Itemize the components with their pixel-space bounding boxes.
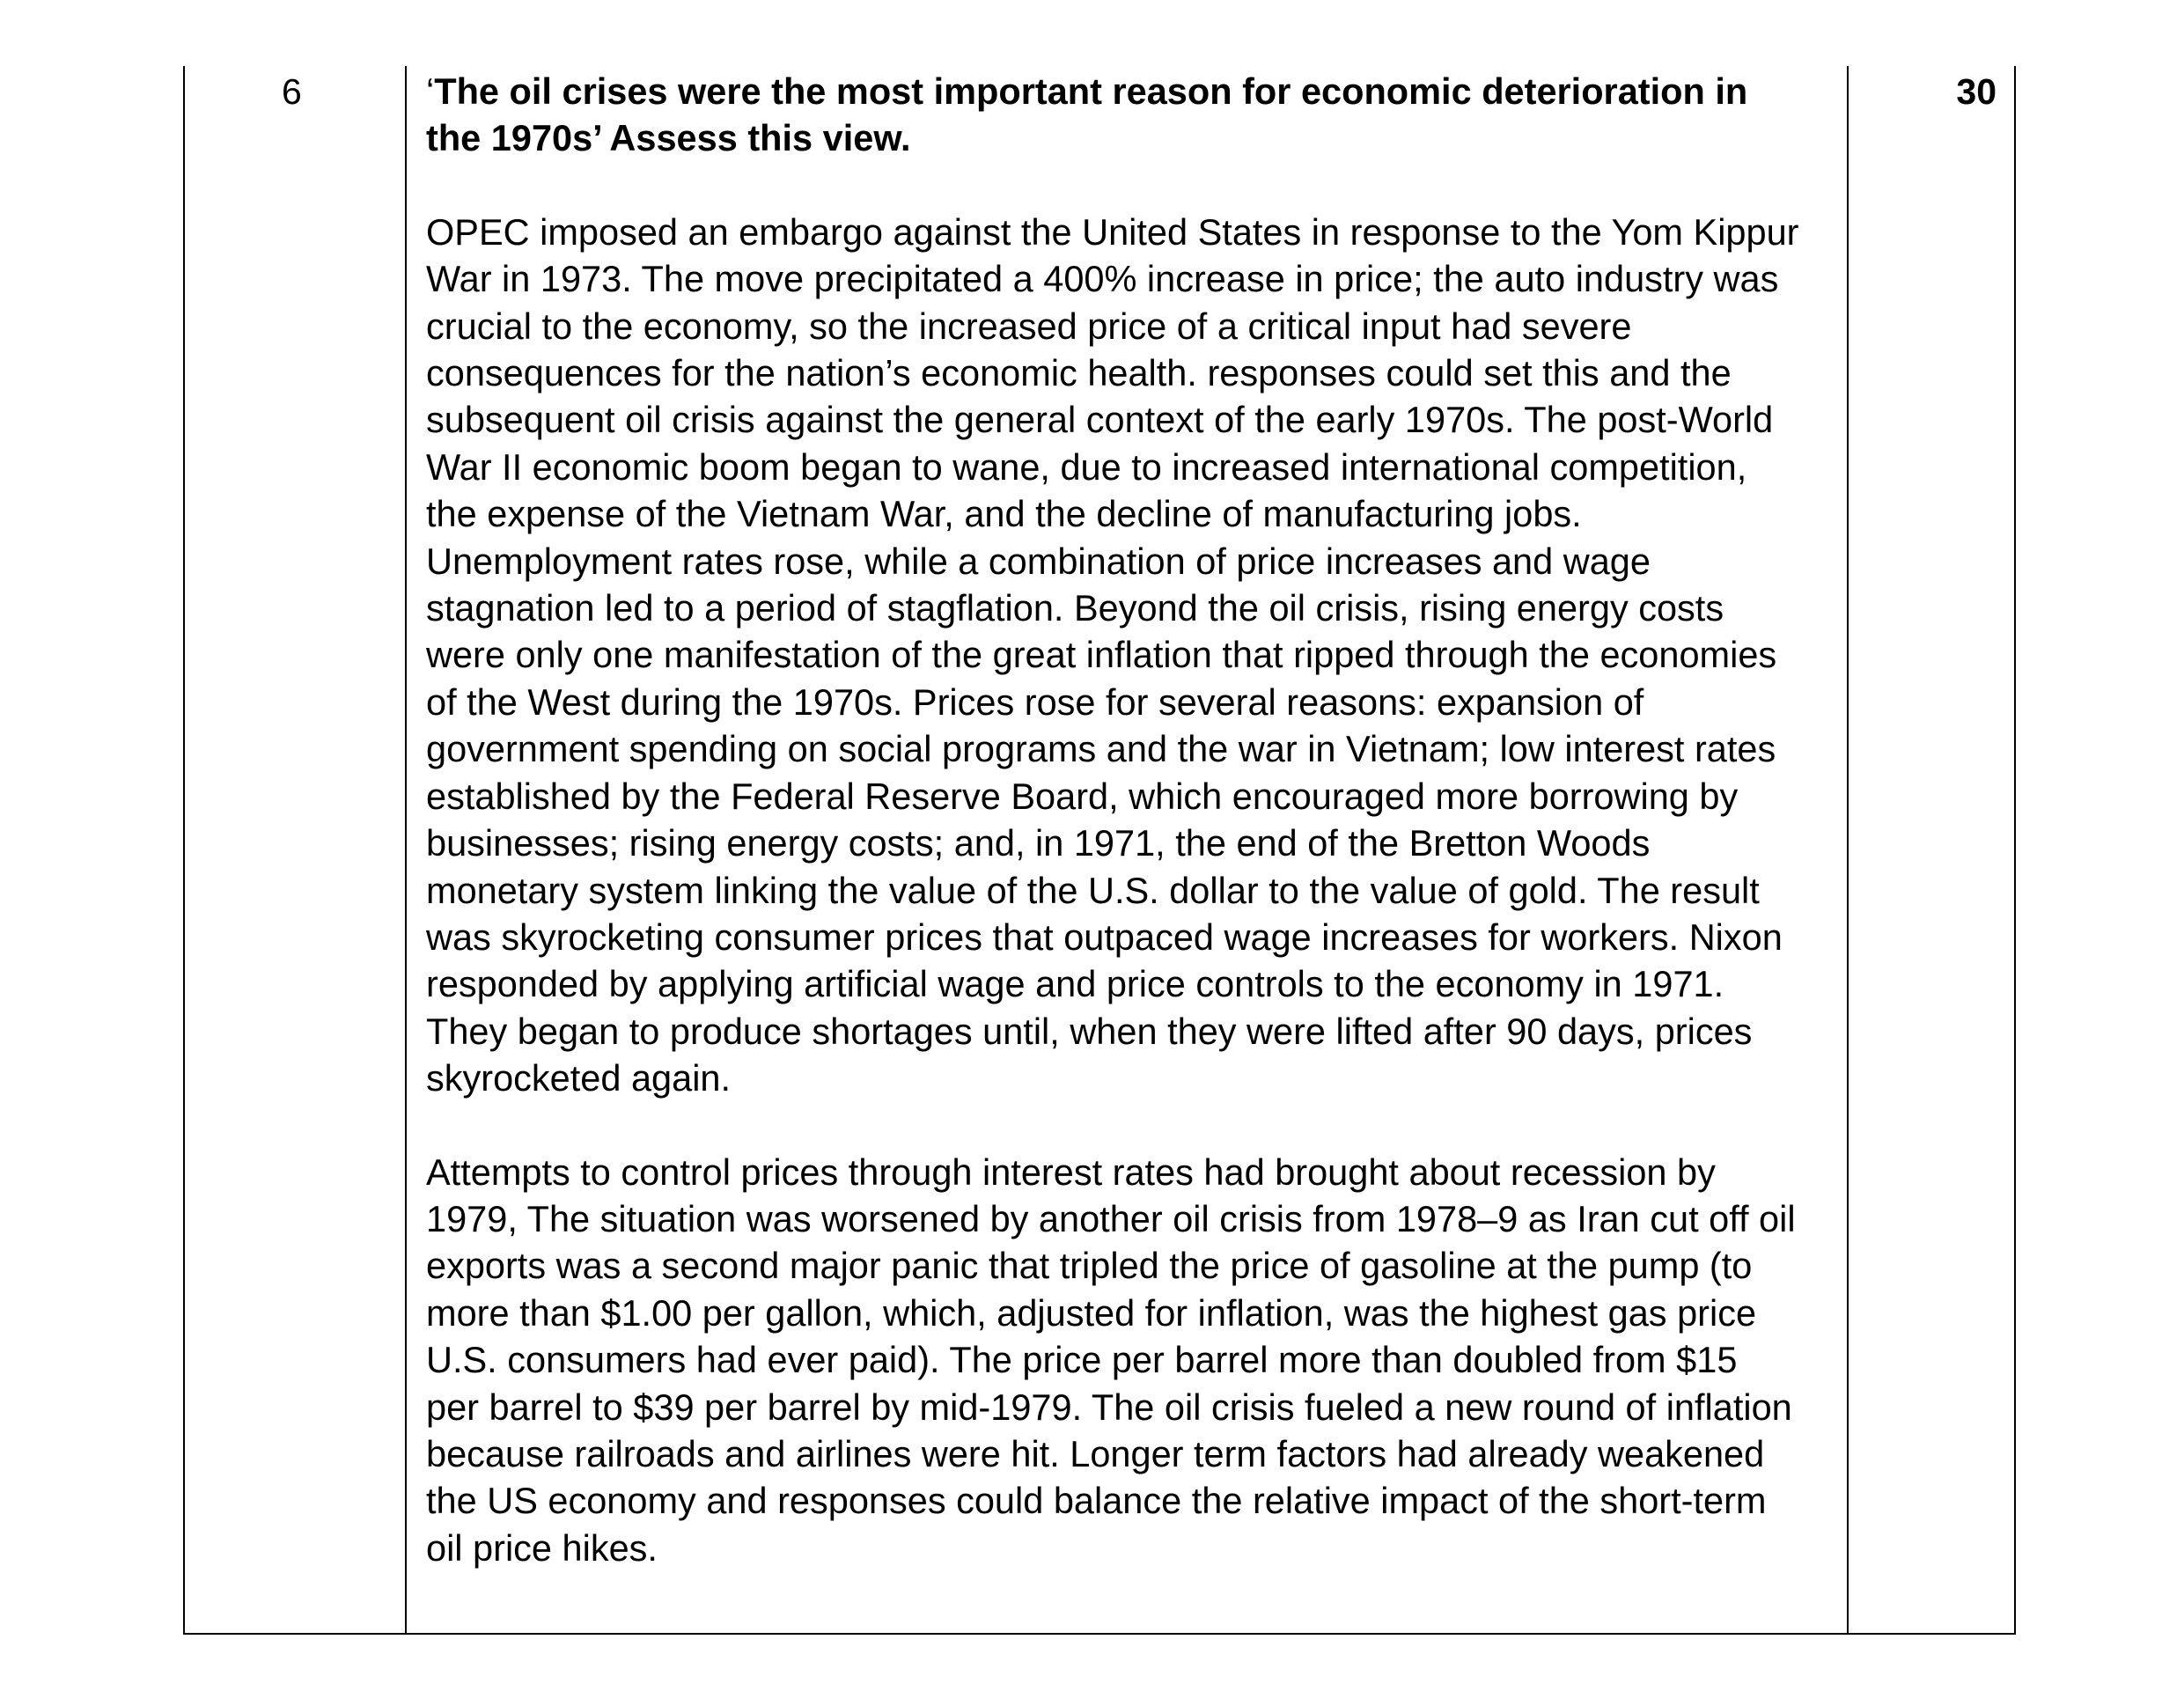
prompt-text: The oil crises were the most important reason for economic deterioration in the 1970s’ Assess this view. xyxy=(426,70,1748,159)
answer-paragraph-2: Attempts to control prices through interest rates had brought about recession by 1979, The situation was worsened by another oil crisis from 1978–9 as Iran cut off oil exports was a second major panic that tripled the price of gasoline at the pump (to more than $1.00 per gallon, which, adjusted for inflation, was the highest gas price U.S. consumers had ever paid). The price per barrel more than doubled from $15 per barrel to $39 per barrel by mid-1979. The oil crisis fueled a new round of inflation because railroads and airlines were hit. Longer term factors had already weakened the US economy and responses could balance the relative impact of the short-term oil price hikes. xyxy=(426,1151,1796,1569)
answer-paragraph-1: OPEC imposed an embargo against the United States in response to the Yom Kippur War in 1973. The move precipitated a 400% increase in price; the auto industry was crucial to the economy, so the increased price of a critical input had severe consequences for the nation’s economic health. responses could set this and the subsequent oil crisis against the general context of the early 1970s. The post-World War II economic boom began to wane, due to increased international competition, the expense of the Vietnam War, and the decline of manufacturing jobs. Unemployment rates rose, while a combination of price increases and wage stagnation led to a period of stagflation. Beyond the oil crisis, rising energy costs were only one manifestation of the great inflation that ripped through the economies of the West during the 1970s. Prices rose for several reasons: expansion of government spending on social programs and the war in Vietnam; low interest rates established by the Federal Reserve Board, which encouraged more borrowing by businesses; rising energy costs; and, in 1971, the end of the Bretton Woods monetary system linking the value of the U.S. dollar to the value of gold. The result was skyrocketing consumer prices that outpaced wage increases for workers. Nixon responded by applying artificial wage and price controls to the economy in 1971. They began to produce shortages until, when they were lifted after 90 days, prices skyrocketed again. xyxy=(426,210,1799,1099)
question-number: 6 xyxy=(282,71,302,112)
column-divider-right xyxy=(1847,66,1849,1633)
marks-value: 30 xyxy=(1956,71,1996,112)
question-prompt xyxy=(426,68,1799,162)
mark-scheme-table xyxy=(183,66,2016,1635)
prompt-open-quote: ‘ xyxy=(426,70,435,112)
answer-cell xyxy=(426,68,1799,1571)
column-divider-left xyxy=(405,66,407,1633)
